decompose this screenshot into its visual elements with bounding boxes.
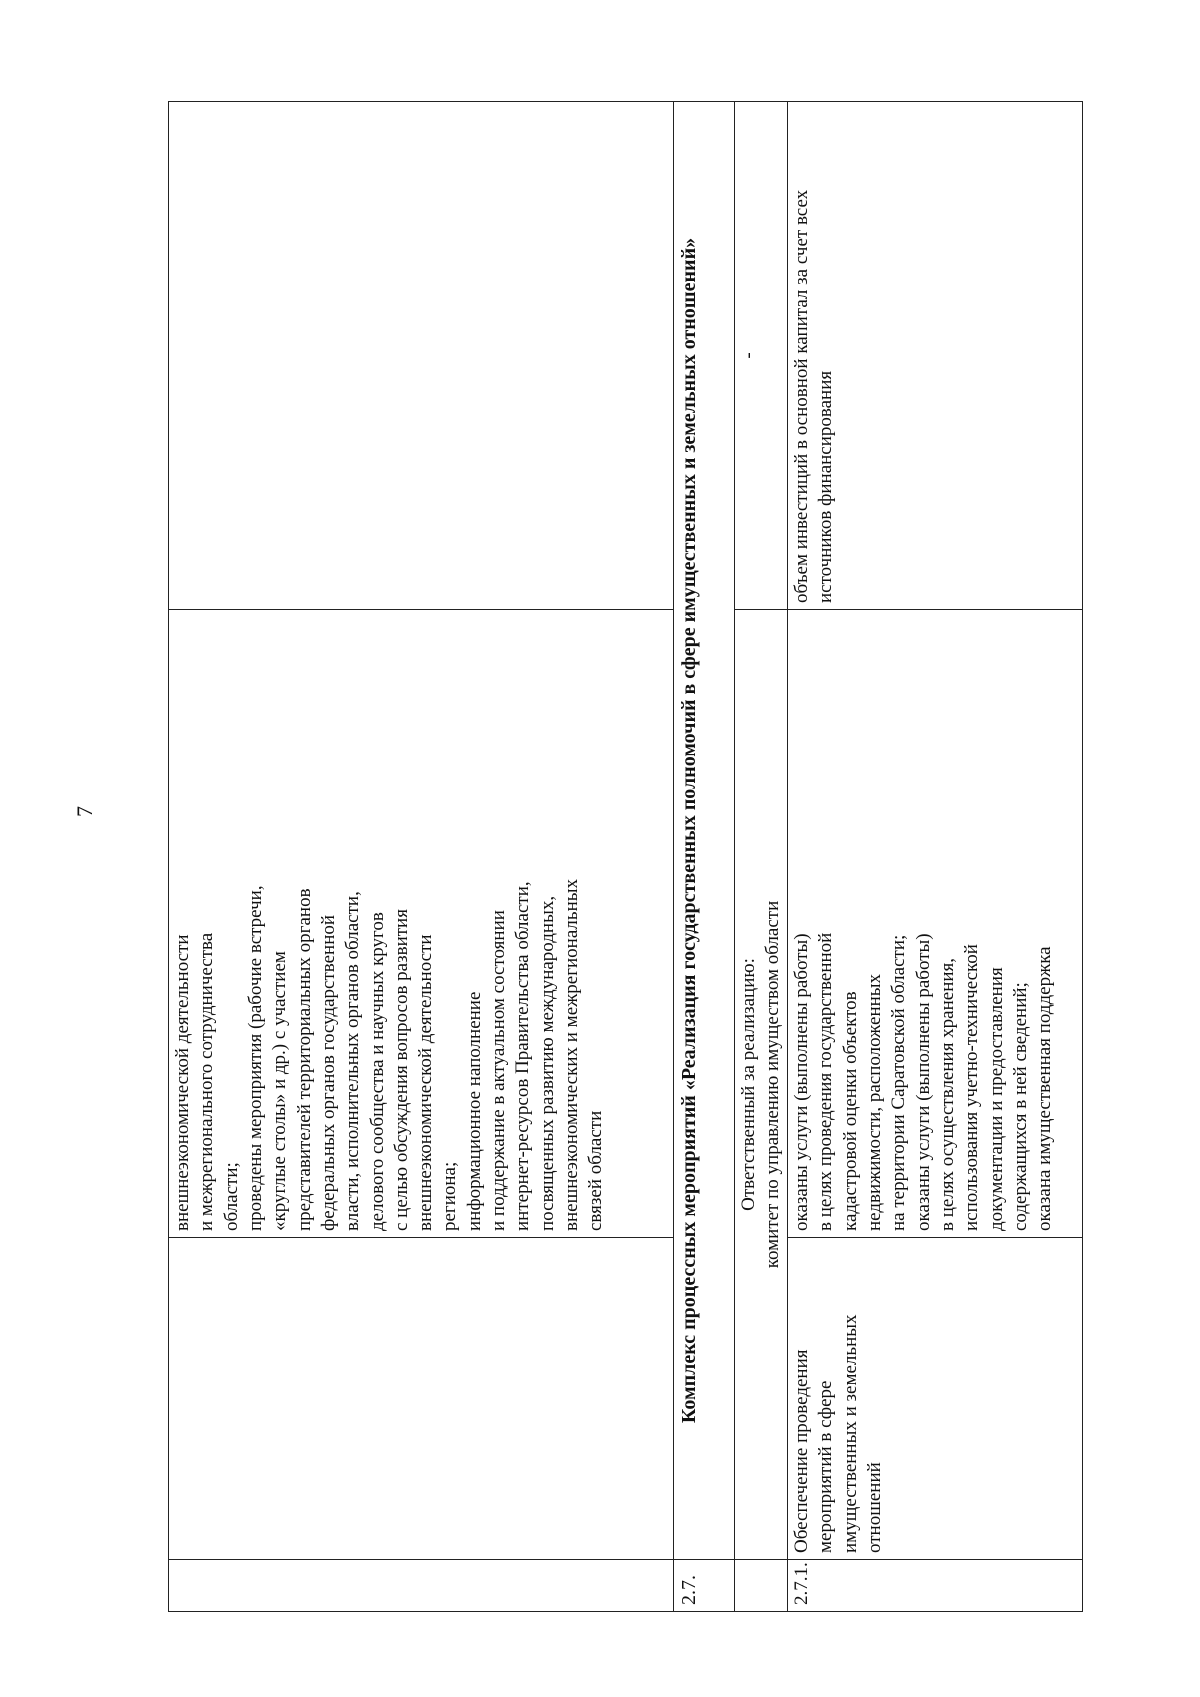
table-row-responsible [735, 102, 788, 1612]
text-line: делового сообщества и научных кругов [366, 912, 388, 1231]
table-row-item [788, 102, 1083, 1612]
text-line: оказана имущественная поддержка [1034, 946, 1056, 1231]
text-line: интернет-ресурсов Правительства области, [512, 881, 534, 1231]
rotated-page-content [168, 102, 1183, 1612]
text-line: проведены мероприятия (рабочие встречи, [244, 885, 266, 1231]
text-line: и межрегионального сотрудничества [196, 932, 218, 1231]
section-title: Комплекс процессных мероприятий «Реализация государственных полномочий в сфере имущественных и земельных отношений» [674, 102, 735, 1560]
cell-name-empty [169, 1238, 674, 1560]
text-line: представителей территориальных органов [293, 888, 315, 1231]
cell-result-continuation [169, 610, 674, 1238]
cell-indicator-empty [169, 102, 674, 610]
text-line: на территории Саратовской области; [888, 934, 910, 1231]
responsible-indicator: - [735, 102, 788, 610]
cell-number-empty [735, 1560, 788, 1612]
section-number: 2.7. [674, 1560, 735, 1612]
item-name: Обеспечение проведения мероприятий в сфере имущественных и земельных отношений [788, 1238, 1083, 1560]
text-line: оказаны услуги (выполнены работы) [791, 933, 812, 1231]
text-line: посвященных развитию международных, [536, 895, 558, 1231]
item-result-lines [790, 616, 1057, 1231]
table-row-section-header [674, 102, 735, 1612]
text-line: недвижимости, расположенных [863, 973, 885, 1231]
text-line: с целью обсуждения вопросов развития [390, 909, 412, 1231]
text-line: внешнеэкономических и межрегиональных [561, 878, 582, 1231]
table-row-continuation [169, 102, 674, 1612]
page-number: 7 [72, 806, 97, 817]
text-line: внешнеэкономической деятельности [172, 934, 193, 1231]
result-lines [171, 616, 609, 1231]
text-line: информационное наполнение [463, 991, 485, 1231]
text-line: федеральных органов государственной [317, 914, 339, 1231]
text-line: в целях проведения государственной [815, 932, 837, 1231]
measures-table [168, 101, 1083, 1612]
text-line: оказаны услуги (выполнены работы) [912, 933, 934, 1231]
text-line: «круглые столы» и др.) с участием [269, 951, 291, 1231]
text-line: в целях осуществления хранения, [936, 957, 958, 1231]
responsible-cell [735, 610, 788, 1560]
text-line: области; [220, 1162, 242, 1231]
item-result [788, 610, 1083, 1238]
text-line: документации и предоставления [985, 967, 1007, 1231]
text-line: содержащихся в ней сведений; [1009, 982, 1031, 1231]
item-indicator: объем инвестиций в основной капитал за счет всех источников финансирования [788, 102, 1083, 610]
text-line: связей области [585, 1110, 607, 1231]
text-line: власти, исполнительных органов области, [342, 891, 364, 1231]
text-line: и поддержание в актуальном состоянии [488, 910, 510, 1231]
cell-number-empty [169, 1560, 674, 1612]
item-number: 2.7.1. [788, 1560, 1083, 1612]
text-line: кадастровой оценки объектов [839, 991, 861, 1231]
responsible-label: Ответственный за реализацию: [738, 958, 759, 1211]
responsible-value: комитет по управлению имуществом области [761, 900, 783, 1269]
text-line: региона; [439, 1161, 461, 1231]
text-line: внешнеэкономической деятельности [415, 934, 437, 1231]
text-line: использования учетно-технической [961, 944, 983, 1231]
